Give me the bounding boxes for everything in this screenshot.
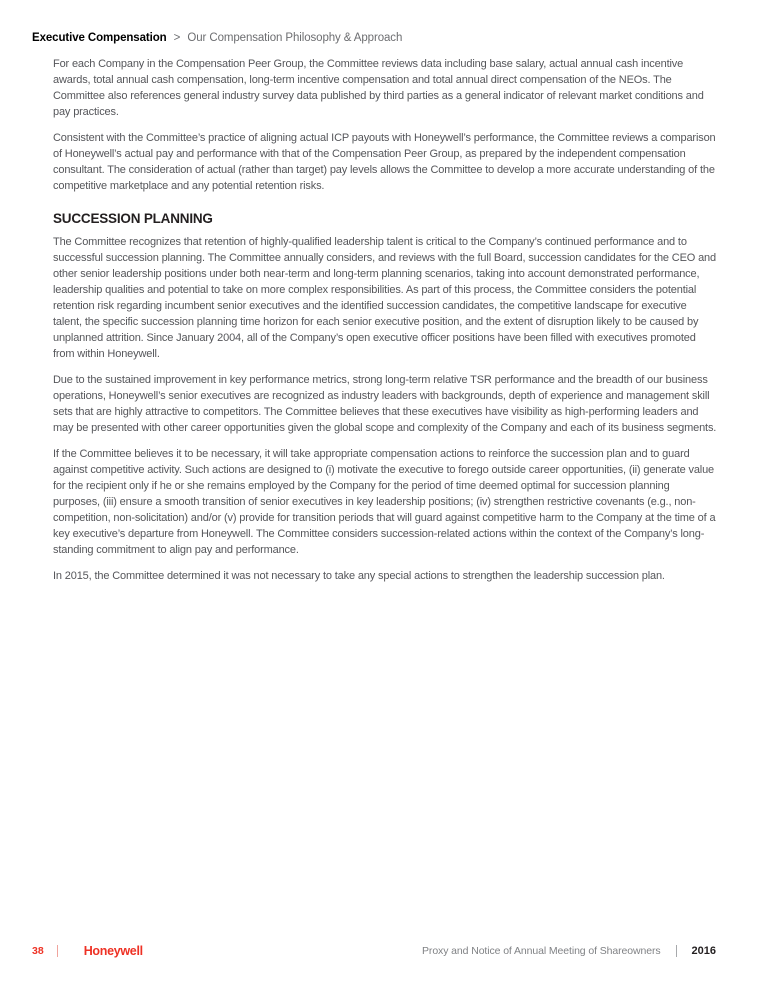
breadcrumb-separator: > <box>173 32 181 44</box>
body-paragraph: Due to the sustained improvement in key performance metrics, strong long-term relative TSR performance and the breadth of our business operations, Honeywell’s senior executives are recognized as industry leaders with backgrounds, depth of experience and management skill sets that are highly attractive to competitors. The Committee believes that these executives have visibility as high-performing leaders and may be presented with other career opportunities given the global scope and complexity of the Company and each of its business segments. <box>53 374 717 434</box>
body-paragraph: In 2015, the Committee determined it was not necessary to take any special actions to strengthen the leadership succession plan. <box>53 570 665 582</box>
body-paragraph: The Committee recognizes that retention of highly-qualified leadership talent is critical to the Company’s continued performance and to successful succession planning. The Committee annually considers, and reviews with the full Board, succession candidates for the CEO and other senior leadership positions under both near-term and long-term planning scenarios, taking into account demonstrated performance, leadership qualities and potential to take on more complex responsibilities. As part of this process, the Committee considers the potential retention risk regarding incumbent senior executives and the identified succession candidates, the competitive landscape for executive talent, the specific succession planning time horizon for each senior executive position, and the extent of disruption likely to be caused by unplanned attrition. Since January 2004, all of the Company’s open executive officer positions have been filled with executives promoted from within Honeywell. <box>53 236 716 360</box>
body-paragraph: Consistent with the Committee’s practice of aligning actual ICP payouts with Honeywell’s performance, the Committee reviews a comparison of Honeywell’s actual pay and performance with that of the Compensation Peer Group, as prepared by the independent compensation consultant. The consideration of actual (rather than target) pay levels allows the Committee to develop a more accurate understanding of the competitive marketplace and any potential retention risks. <box>53 132 716 192</box>
footer-doc-title: Proxy and Notice of Annual Meeting of Shareowners <box>422 945 661 957</box>
page-number: 38 <box>32 945 44 957</box>
page-footer <box>32 944 716 958</box>
footer-divider-left <box>57 945 58 957</box>
body-paragraph: If the Committee believes it to be necessary, it will take appropriate compensation actions to reinforce the succession plan and to guard against competitive activity. Such actions are designed to (i) motivate the executive to forego outside career opportunities, (ii) generate value for the recipient only if he or she remains employed by the Company for the period of time deemed optimal for succession planning purposes, (iii) ensure a smooth transition of senior executives in key leadership positions; (iv) strengthen restrictive covenants (e.g., non-competition, non-solicitation) and/or (v) provide for transition periods that will guard against competitive harm to the Company at the time of a key executive’s departure from Honeywell. The Committee considers succession-related actions within the context of the Company’s long-standing commitment to align pay and performance. <box>53 448 716 556</box>
section-heading: SUCCESSION PLANNING <box>53 211 213 226</box>
breadcrumb <box>32 32 402 44</box>
breadcrumb-section: Executive Compensation <box>32 32 167 44</box>
footer-year: 2016 <box>691 945 716 957</box>
footer-right <box>422 945 716 957</box>
body-paragraph: For each Company in the Compensation Peer Group, the Committee reviews data including base salary, actual annual cash incentive awards, total annual cash compensation, long-term incentive compensation and total annual direct compensation of the NEOs. The Committee also references general industry survey data published by third parties as a general indicator of relevant market conditions and pay practices. <box>53 58 704 118</box>
honeywell-logo: Honeywell <box>83 944 143 958</box>
footer-divider-right <box>676 945 677 957</box>
document-content <box>53 56 717 594</box>
footer-left <box>32 944 143 958</box>
breadcrumb-subsection: Our Compensation Philosophy & Approach <box>187 32 403 44</box>
